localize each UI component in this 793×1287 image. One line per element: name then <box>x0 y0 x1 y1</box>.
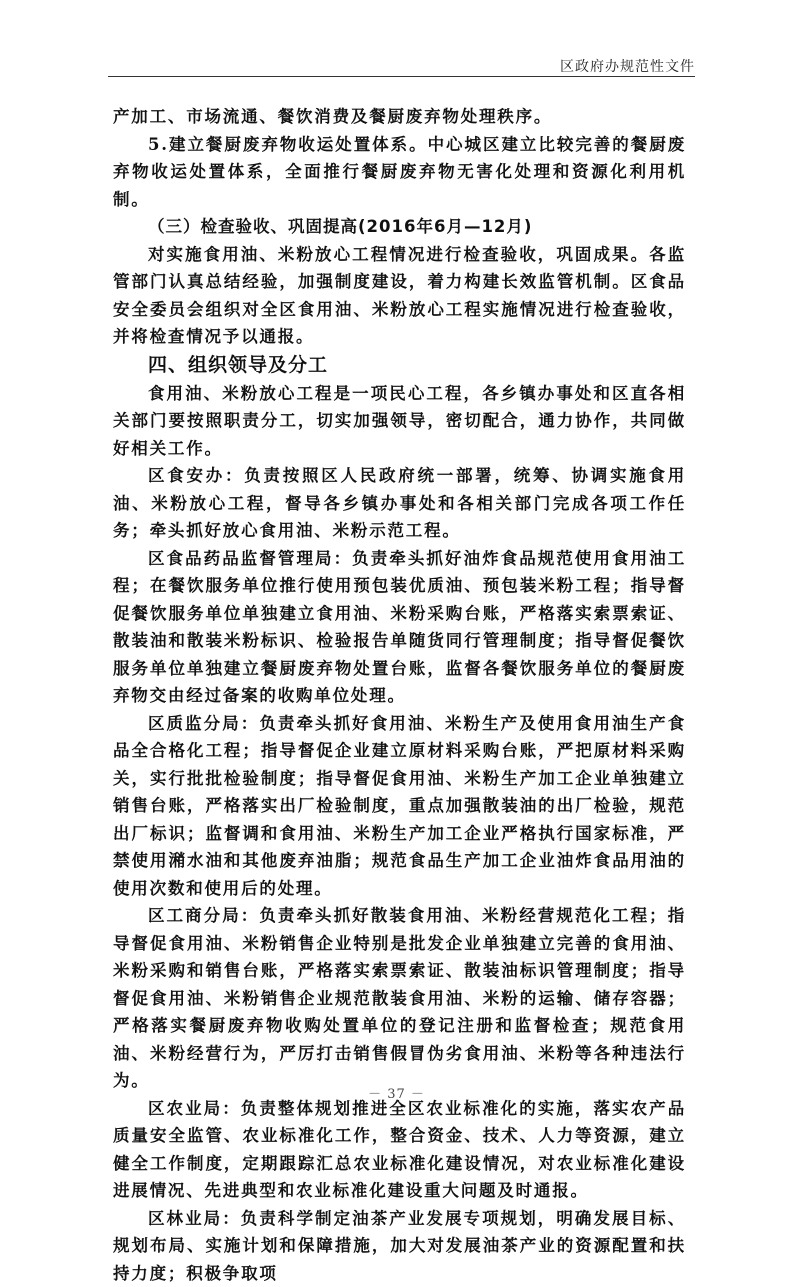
paragraph-inspection: 对实施食用油、米粉放心工程情况进行检查验收，巩固成果。各监管部门认真总结经验，加强制度建设，着力构建长效监管机制。区食品安全委员会组织对全区食用油、米粉放心工程实施情况进行检查验收，并将检查情况予以通报。 <box>113 241 686 351</box>
paragraph-agriculture: 区农业局：负责整体规划推进全区农业标准化的实施，落实农产品质量安全监管、农业标准化工作，整合资金、技术、人力等资源，建立健全工作制度，定期跟踪汇总农业标准化建设情况，对农业标准化建设进展情况、先进典型和农业标准化建设重大问题及时通报。 <box>113 1095 686 1205</box>
paragraph-quality-supervision: 区质监分局：负责牵头抓好食用油、米粉生产及使用食用油生产食品全合格化工程；指导督促企业建立原材料采购台账，严把原材料采购关，实行批批检验制度；指导督促食用油、米粉生产加工企业单独建立销售台账，严格落实出厂检验制度，重点加强散装油的出厂检验，规范出厂标识；监督调和食用油、米粉生产加工企业严格执行国家标准，严禁使用潲水油和其他废弃油脂；规范食品生产加工企业油炸食品用油的使用次数和使用后的处理。 <box>113 710 686 903</box>
paragraph-continuation: 产加工、市场流通、餐饮消费及餐厨废弃物处理秩序。 <box>113 103 686 131</box>
document-body <box>113 103 686 1287</box>
paragraph-intro: 食用油、米粉放心工程是一项民心工程，各乡镇办事处和区直各相关部门要按照职责分工，切实加强领导，密切配合，通力协作，共同做好相关工作。 <box>113 380 686 463</box>
section-heading-organization: 四、组织领导及分工 <box>113 351 686 380</box>
paragraph-food-safety-office: 区食安办：负责按照区人民政府统一部署，统筹、协调实施食用油、米粉放心工程，督导各乡镇办事处和各相关部门完成各项工作任务；牵头抓好放心食用油、米粉示范工程。 <box>113 462 686 545</box>
paragraph-fda: 区食品药品监督管理局：负责牵头抓好油炸食品规范使用食用油工程；在餐饮服务单位推行使用预包装优质油、预包装米粉工程；指导督促餐饮服务单位单独建立食用油、米粉采购台账，严格落实索票索证、散装油和散装米粉标识、检验报告单随货同行管理制度；指导督促餐饮服务单位单独建立餐厨废弃物处置台账，监督各餐饮服务单位的餐厨废弃物交由经过备案的收购单位处理。 <box>113 545 686 710</box>
subheading-inspection: （三）检查验收、巩固提高(2016年6月—12月) <box>113 213 686 241</box>
header-rule <box>108 76 695 77</box>
document-header: 区政府办规范性文件 <box>560 56 695 76</box>
paragraph-forestry: 区林业局：负责科学制定油茶产业发展专项规划，明确发展目标、规划布局、实施计划和保障措施，加大对发展油茶产业的资源配置和扶持力度；积极争取项 <box>113 1205 686 1287</box>
paragraph-industry-commerce: 区工商分局：负责牵头抓好散装食用油、米粉经营规范化工程；指导督促食用油、米粉销售企业特别是批发企业单独建立完善的食用油、米粉采购和销售台账，严格落实索票索证、散装油标识管理制度；指导督促食用油、米粉销售企业规范散装食用油、米粉的运输、储存容器；严格落实餐厨废弃物收购处置单位的登记注册和监督检查；规范食用油、米粉经营行为，严厉打击销售假冒伪劣食用油、米粉等各种违法行为。 <box>113 902 686 1095</box>
page-number: － 37 － <box>0 1083 793 1102</box>
paragraph-item-5: 5.建立餐厨废弃物收运处置体系。中心城区建立比较完善的餐厨废弃物收运处置体系，全面推行餐厨废弃物无害化处理和资源化利用机制。 <box>113 131 686 214</box>
